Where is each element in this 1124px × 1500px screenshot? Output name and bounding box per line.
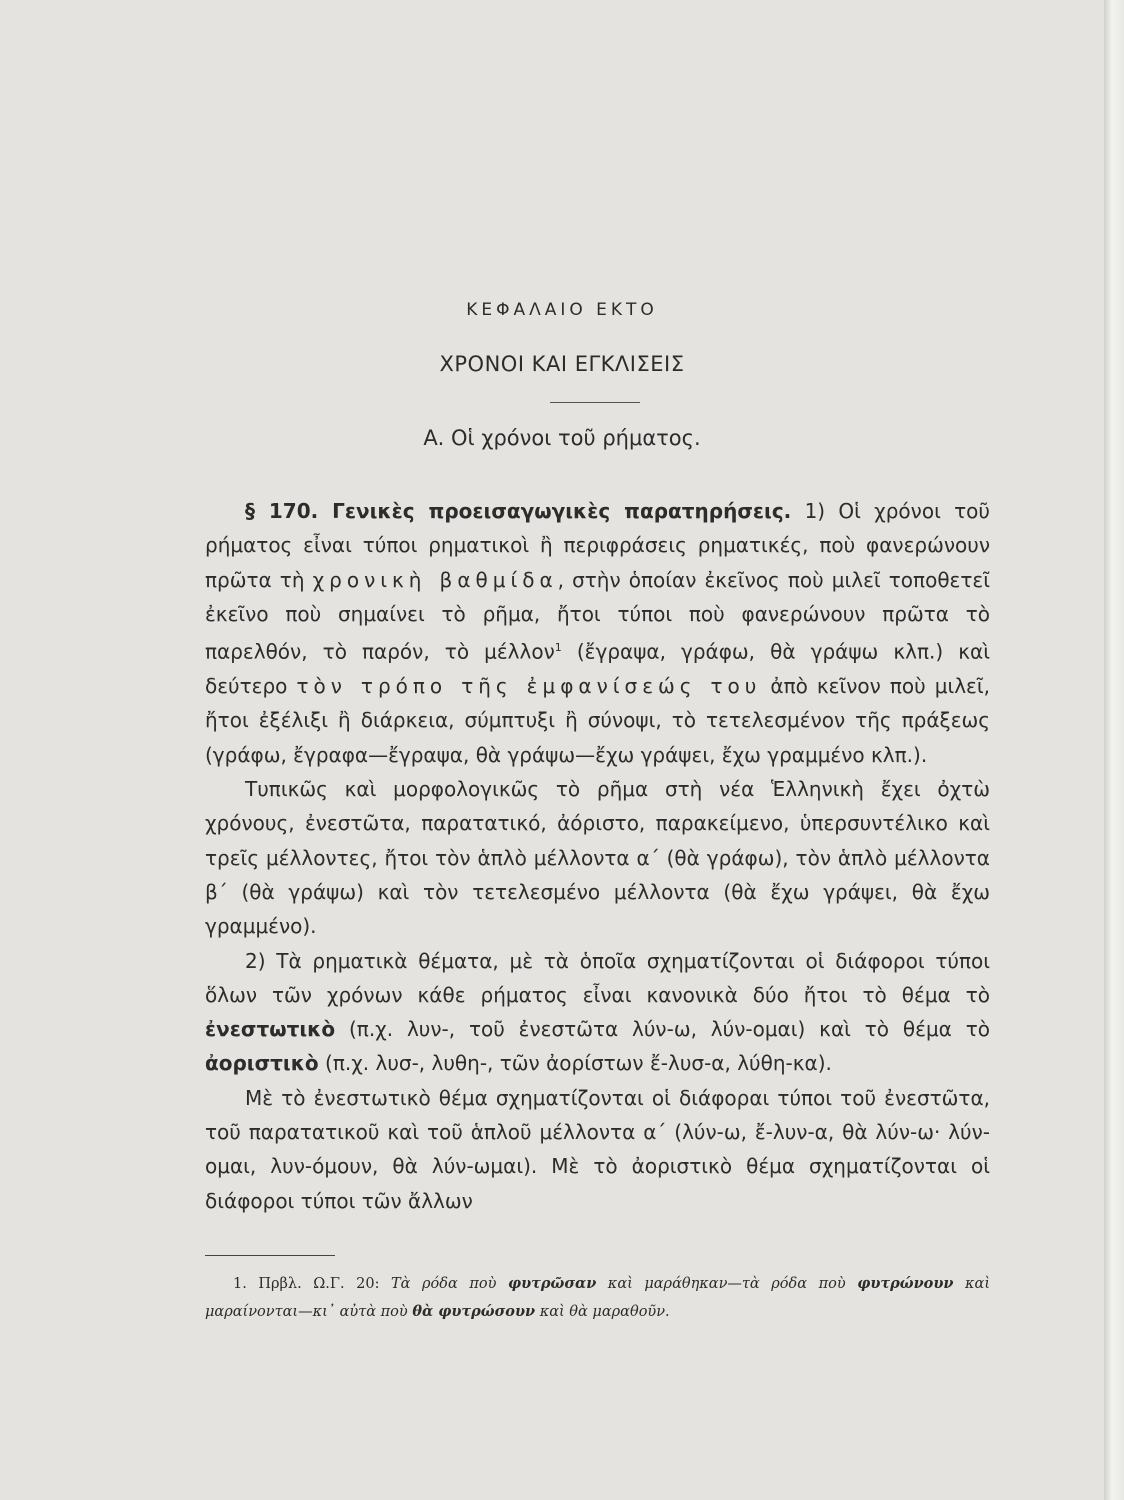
bold-term: ἀοριστικὸ (205, 1051, 319, 1076)
footnote-ref: 1 (554, 641, 562, 655)
section-heading: § 170. Γενικὲς προεισαγωγικὲς παρατηρήσεις. (245, 499, 792, 523)
spaced-term: τὸν τρόπο τῆς ἐμφανίσεώς του (296, 674, 762, 699)
text-run: ἀπὸ κεῖνον ποὺ μιλεῖ, ἤτοι ἐξέλιξι ἢ διάρκεια, σύμπτυξι ἢ σύνοψι, τὸ τετελεσμένον τῆς πράξεως (γράφω, ἔγραφα—ἔγραψα, θὰ γράψω—ἔχω γράψει, ἔχω γραμμένο κλπ.). (205, 674, 990, 767)
footnote-text: καὶ θὰ μαραθοῦν. (535, 1304, 670, 1320)
page-edge (1104, 0, 1124, 1500)
text-run: (ἔγραψα, γράφω, θὰ γράψω κλπ.) καὶ δεύτερο (205, 639, 991, 699)
paragraph-170 (205, 494, 990, 772)
footnote (205, 1270, 990, 1326)
footnote-bold: φυτρῶσαν (507, 1275, 597, 1292)
text-run: 1) Οἱ χρόνοι τοῦ ρήματος εἶναι τύποι ρηματικοὶ ἢ περιφράσεις ρηματικές, ποὺ φανερώνουν πρῶτα τὴ (205, 499, 990, 592)
chapter-title: ΧΡΟΝΟΙ ΚΑΙ ΕΓΚΛΙΣΕΙΣ (439, 352, 685, 376)
text-run: , στὴν ὁποίαν ἐκεῖνος ποὺ μιλεῖ τοποθετεῖ ἐκεῖνο ποὺ σημαίνει τὸ ρῆμα, ἤτοι τύποι ποὺ φανερώνουν πρῶτα τὸ παρελθόν, τὸ παρόν, τὸ μέλλον (205, 567, 990, 664)
text-run: 2) Τὰ ρηματικὰ θέματα, μὲ τὰ ὁποῖα σχηματίζονται οἱ διάφοροι τύποι ὅλων τῶν χρόνων κάθε ρήματος εἶναι κανονικὰ δύο ἤτοι τὸ θέμα τὸ (205, 948, 990, 1007)
footnote-bold: φυτρώνουν (857, 1275, 954, 1292)
paragraph-4: Μὲ τὸ ἐνεστωτικὸ θέμα σχηματίζονται οἱ διάφοραι τύποι τοῦ ἐνεστῶτα, τοῦ παρατατικοῦ καὶ τοῦ ἁπλοῦ μέλλοντα α΄ (λύν-ω, ἔ-λυν-α, θὰ λύν-ω· λύν-ομαι, λυν-όμουν, θὰ λύν-ωμαι). Μὲ τὸ ἀοριστικὸ θέμα σχηματίζονται οἱ διάφοροι τύποι τῶν ἄλλων (205, 1085, 990, 1213)
spaced-term: χρονικὴ βαθμίδα (312, 567, 558, 592)
footnote-bold: θὰ φυτρώσουν (412, 1303, 536, 1320)
bold-term: ἐνεστωτικὸ (205, 1017, 336, 1042)
chapter-heading: ΚΕΦΑΛΑΙΟ ΕΚΤΟ (466, 300, 658, 320)
text-run: (π.χ. λυσ-, λυθη-, τῶν ἀορίστων ἔ-λυσ-α, λύθη-κα). (318, 1051, 832, 1076)
paragraph-3 (205, 944, 990, 1081)
text-run: (π.χ. λυν-, τοῦ ἐνεστῶτα λύν-ω, λύν-ομαι) καὶ τὸ θέμα τὸ (335, 1017, 990, 1042)
footnote-text: Τὰ ρόδα ποὺ (391, 1276, 508, 1292)
footnote-divider (205, 1255, 335, 1256)
footnote-text: καὶ μαράθηκαν—τὰ ρόδα ποὺ (596, 1276, 858, 1292)
paragraph-2: Τυπικῶς καὶ μορφολογικῶς τὸ ρῆμα στὴ νέα Ἑλληνικὴ ἔχει ὀχτὼ χρόνους, ἐνεστῶτα, παρατατικό, ἀόριστο, παρακείμενο, ὑπερσυντέλικο καὶ τρεῖς μέλλοντες, ἤτοι τὸν ἁπλὸ μέλλοντα α΄ (θὰ γράφω), τὸν ἁπλὸ μέλλοντα β΄ (θὰ γράψω) καὶ τὸν τετελεσμένο μέλλοντα (θὰ ἔχω γράψει, θὰ ἔχω γραμμένο). (205, 777, 990, 939)
body-text (205, 494, 990, 1218)
section-title: Α. Οἱ χρόνοι τοῦ ρήματος. (423, 426, 701, 450)
footnote-label: 1. Πρβλ. Ω.Γ. 20: (233, 1276, 392, 1292)
footnote-text: καὶ μαραίνονται—κι᾿ αὐτὰ ποὺ (205, 1276, 990, 1320)
title-divider (550, 402, 640, 403)
